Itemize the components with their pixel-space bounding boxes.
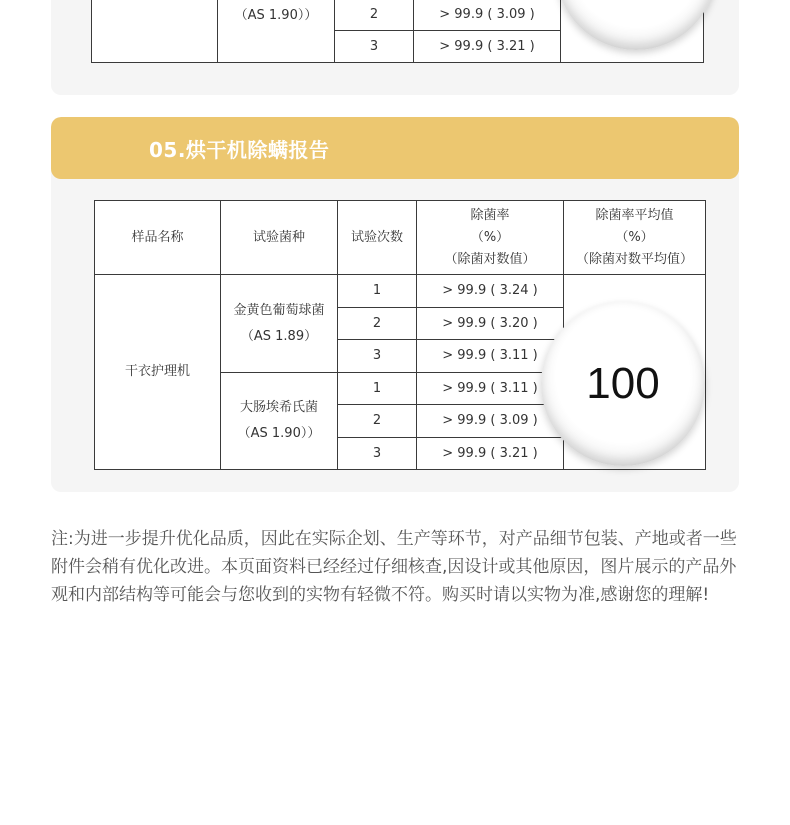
header-average-rate xyxy=(564,201,706,275)
sample-name-cell: 干衣护理机 xyxy=(95,275,221,470)
trial-number: 2 xyxy=(338,308,417,340)
removal-rate: > 99.9 ( 3.24 ) xyxy=(417,275,564,308)
strain-cell xyxy=(221,275,338,373)
trial-number: 2 xyxy=(335,0,414,31)
section-header xyxy=(51,117,739,179)
header-avg-log: （除菌对数平均值） xyxy=(575,251,693,267)
sample-cell xyxy=(92,0,218,63)
removal-rate: > 99.9 ( 3.21 ) xyxy=(417,438,564,470)
table-header-row xyxy=(95,201,706,275)
trial-number: 1 xyxy=(338,373,417,405)
previous-report-card xyxy=(51,0,739,95)
strain-code: （AS 1.90）） xyxy=(234,8,318,23)
header-avg-unit: （%） xyxy=(615,229,654,245)
trial-number: 3 xyxy=(338,438,417,470)
removal-rate: > 99.9 ( 3.09 ) xyxy=(417,405,564,438)
header-rate-line: 除菌率 xyxy=(470,207,510,223)
trial-number: 1 xyxy=(338,275,417,308)
header-sample-name: 样品名称 xyxy=(95,201,221,275)
header-strain: 试验菌种 xyxy=(221,201,338,275)
strain-code: （AS 1.90）） xyxy=(237,426,321,441)
average-value: 100 xyxy=(586,359,660,408)
strain-name: 金黄色葡萄球菌 xyxy=(233,302,325,318)
header-rate-unit: （%） xyxy=(470,229,510,245)
strain-cell xyxy=(218,0,335,63)
strain-name: 大肠埃希氏菌 xyxy=(239,400,318,415)
header-avg-line: 除菌率平均值 xyxy=(595,207,674,223)
removal-rate: > 99.9 ( 3.09 ) xyxy=(414,0,561,31)
header-rate-log: （除菌对数值） xyxy=(444,251,536,267)
strain-cell xyxy=(221,373,338,470)
disclaimer-note: 注:为进一步提升优化品质，因此在实际企划、生产等环节，对产品细节包装、产地或者一些附件会稍有优化改进。本页面资料已经经过仔细核查,因设计或其他原因，图片展示的产品外观和内部结构等可能会与您收到的实物有轻微不符。购买时请以实物为准,感谢您的理解! xyxy=(51,529,737,605)
removal-rate: > 99.9 ( 3.11 ) xyxy=(417,373,564,405)
section-title: 05.烘干机除螨报告 xyxy=(149,138,330,162)
removal-rate: > 99.9 ( 3.20 ) xyxy=(417,308,564,340)
header-removal-rate xyxy=(417,201,564,275)
header-trial-count: 试验次数 xyxy=(338,201,417,275)
removal-rate: > 99.9 ( 3.21 ) xyxy=(414,31,561,63)
average-magnifier xyxy=(541,302,705,466)
removal-rate: > 99.9 ( 3.11 ) xyxy=(417,340,564,373)
strain-code: （AS 1.89） xyxy=(240,328,318,344)
report-card xyxy=(51,117,739,492)
trial-number: 3 xyxy=(338,340,417,373)
trial-number: 2 xyxy=(338,405,417,438)
trial-number: 3 xyxy=(335,31,414,63)
